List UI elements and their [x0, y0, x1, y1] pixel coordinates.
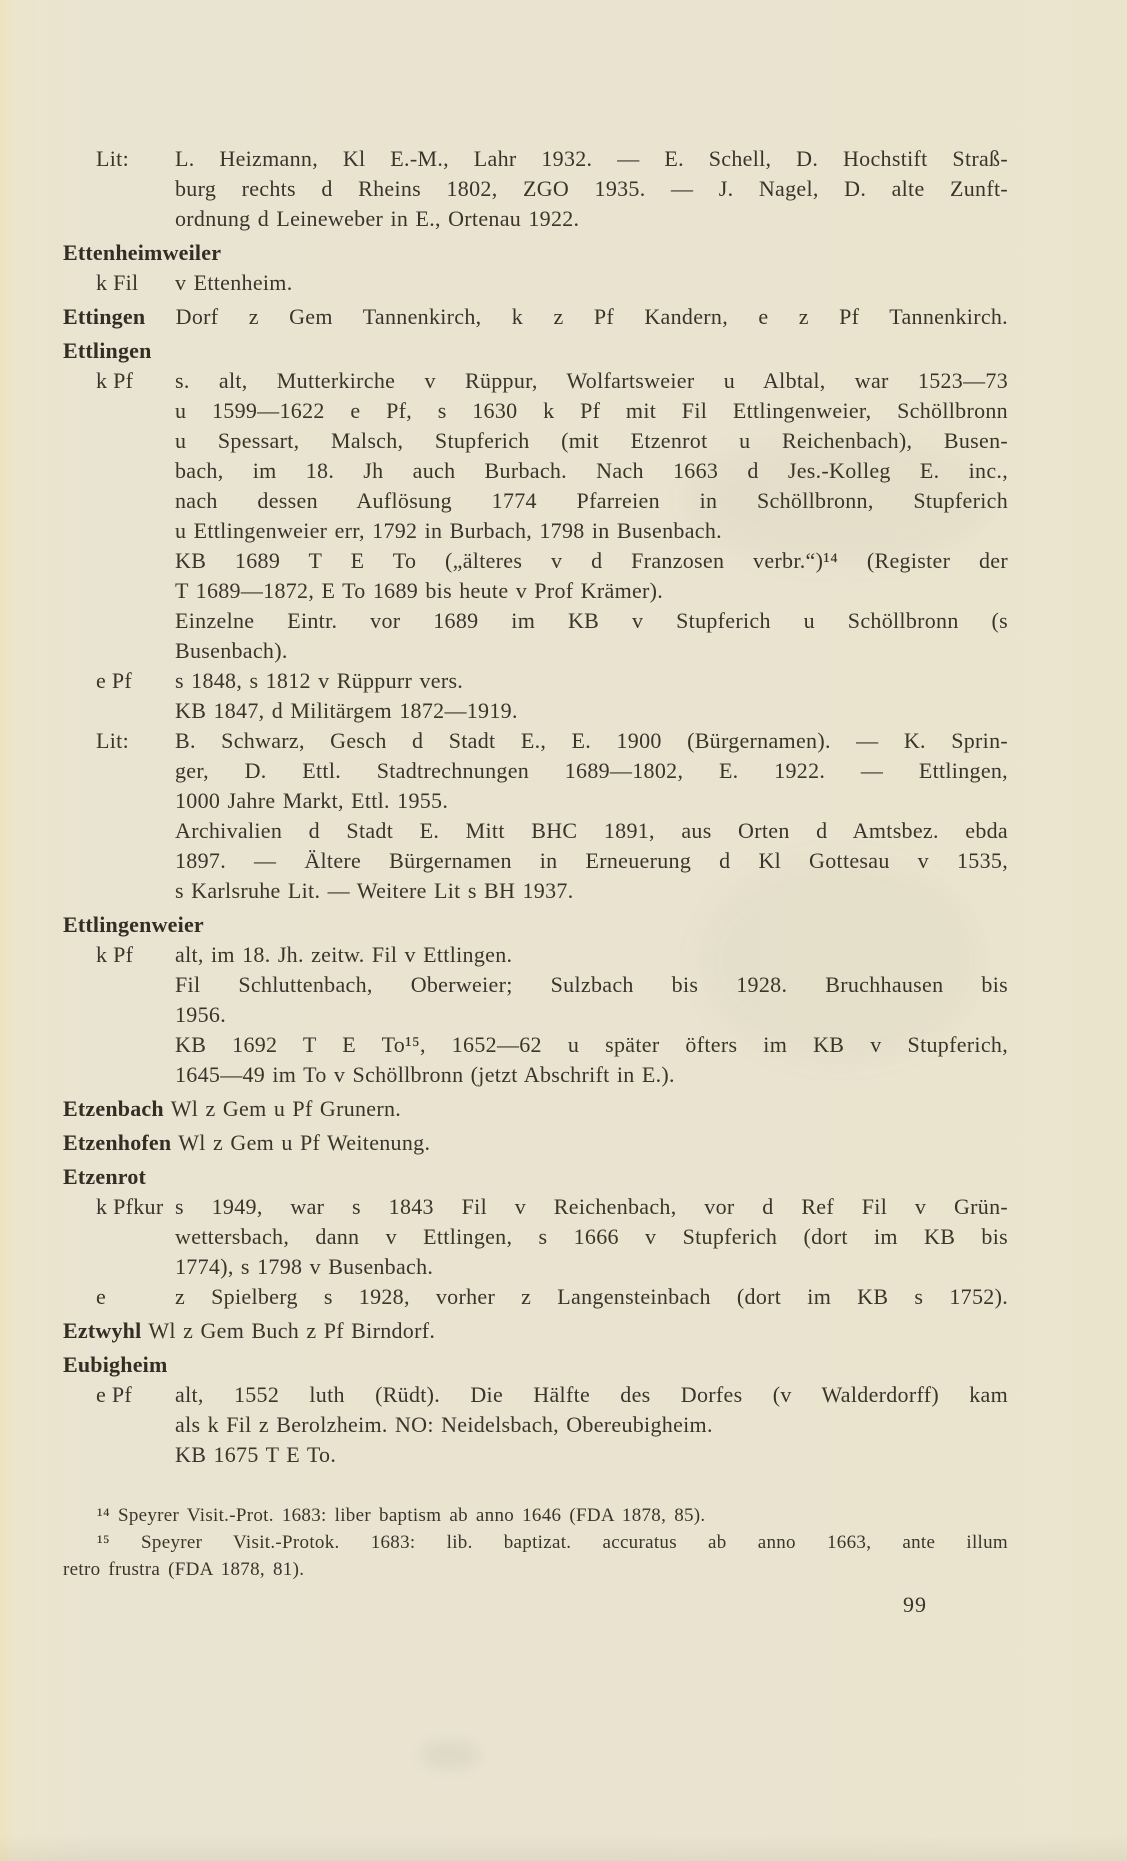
text-line: T 1689—1872, E To 1689 bis heute v Prof Krämer).	[175, 578, 664, 603]
entry-text: Wl z Gem u Pf Grunern.	[170, 1096, 402, 1121]
entry-label: k Fil	[96, 270, 139, 295]
text-line: 1956.	[175, 1002, 226, 1027]
text-line: 1774), s 1798 v Busenbach.	[175, 1254, 434, 1279]
entry-label: Lit:	[96, 728, 129, 753]
entry-lines	[175, 144, 1008, 234]
entry-headword-ettenheimweiler	[63, 238, 1008, 268]
headword-text: Ettenheimweiler	[63, 240, 222, 265]
entry-lines	[175, 940, 1008, 1090]
text-line: KB 1692 T E To¹⁵, 1652—62 u später öfters im KB v Stupferich,	[175, 1032, 1008, 1057]
entry-lines	[175, 726, 1008, 906]
text-line: u Ettlingenweier err, 1792 in Burbach, 1798 in Busenbach.	[175, 518, 722, 543]
entry-section	[63, 1282, 1008, 1312]
entry-lines	[175, 268, 1008, 298]
text-line: B. Schwarz, Gesch d Stadt E., E. 1900 (Bürgernamen). — K. Sprin-	[175, 728, 1008, 753]
entry-text: Wl z Gem u Pf Weitenung.	[178, 1130, 431, 1155]
headword-text: Ettlingenweier	[63, 912, 204, 937]
text-line: 1897. — Ältere Bürgernamen in Erneuerung d Kl Gottesau v 1535,	[175, 848, 1008, 873]
entry-text: Dorf z Gem Tannenkirch, k z Pf Kandern, e z Pf Tannenkirch.	[175, 304, 1008, 329]
entry-label: e	[96, 1284, 107, 1309]
text-line: Busenbach).	[175, 638, 288, 663]
text-line: alt, 1552 luth (Rüdt). Die Hälfte des Dorfes (v Walderdorff) kam	[175, 1382, 1008, 1407]
footnote-line: retro frustra (FDA 1878, 81).	[63, 1559, 305, 1580]
entry-section	[63, 940, 1008, 1090]
text-line: Einzelne Eintr. vor 1689 im KB v Stupferich u Schöllbronn (s	[175, 608, 1008, 633]
text-line: u 1599—1622 e Pf, s 1630 k Pf mit Fil Ettlingenweier, Schöllbronn	[175, 398, 1008, 423]
text-line: Archivalien d Stadt E. Mitt BHC 1891, aus Orten d Amtsbez. ebda	[175, 818, 1008, 843]
headword-text: Eubigheim	[63, 1352, 168, 1377]
entry-label: e Pf	[96, 668, 133, 693]
text-line: L. Heizmann, Kl E.-M., Lahr 1932. — E. Schell, D. Hochstift Straß-	[175, 146, 1008, 171]
entry-ettingen	[63, 302, 1008, 332]
entry-label: Lit:	[96, 146, 129, 171]
entry-lines	[175, 1282, 1008, 1312]
footnote-line: ¹⁵ Speyrer Visit.-Protok. 1683: lib. baptizat. accuratus ab anno 1663, ante illum	[97, 1532, 1008, 1553]
headword-text: Eztwyhl	[63, 1318, 142, 1343]
entry-lines	[175, 666, 1008, 726]
entry-label: k Pfkur	[96, 1194, 164, 1219]
headword-text: Ettingen	[63, 304, 146, 329]
text-line: ger, D. Ettl. Stadtrechnungen 1689—1802, E. 1922. — Ettlingen,	[175, 758, 1008, 783]
entry-section	[63, 144, 1008, 234]
text-line: 1000 Jahre Markt, Ettl. 1955.	[175, 788, 449, 813]
entries	[63, 144, 1008, 1470]
entry-etzenbach	[63, 1094, 1008, 1124]
text-line: wettersbach, dann v Ettlingen, s 1666 v Stupferich (dort im KB bis	[175, 1224, 1008, 1249]
entry-section	[63, 1380, 1008, 1470]
headword-text: Ettlingen	[63, 338, 152, 363]
footnotes	[63, 1502, 1008, 1583]
text-line: bach, im 18. Jh auch Burbach. Nach 1663 d Jes.-Kolleg E. inc.,	[175, 458, 1008, 483]
entry-label: k Pf	[96, 942, 134, 967]
text-line: KB 1675 T E To.	[175, 1442, 337, 1467]
entry-headword-ettlingenweier	[63, 910, 1008, 940]
text-line: s 1848, s 1812 v Rüppurr vers.	[175, 668, 464, 693]
text-line: als k Fil z Berolzheim. NO: Neidelsbach, Obereubigheim.	[175, 1412, 713, 1437]
entry-headword-eubigheim	[63, 1350, 1008, 1380]
text-line: alt, im 18. Jh. zeitw. Fil v Ettlingen.	[175, 942, 513, 967]
headword-text: Etzenrot	[63, 1164, 147, 1189]
entry-headword-etzenrot	[63, 1162, 1008, 1192]
text-line: u Spessart, Malsch, Stupferich (mit Etzenrot u Reichenbach), Busen-	[175, 428, 1008, 453]
text-line: KB 1847, d Militärgem 1872—1919.	[175, 698, 518, 723]
entry-label: e Pf	[96, 1382, 133, 1407]
entry-section	[63, 268, 1008, 298]
footnote-line: ¹⁴ Speyrer Visit.-Prot. 1683: liber baptism ab anno 1646 (FDA 1878, 85).	[97, 1505, 706, 1526]
entry-section	[63, 366, 1008, 666]
entry-label: k Pf	[96, 368, 134, 393]
headword-text: Etzenbach	[63, 1096, 164, 1121]
entry-eztwyhl	[63, 1316, 1008, 1346]
entry-section	[63, 1192, 1008, 1282]
entry-lines	[175, 1380, 1008, 1470]
text-line: v Ettenheim.	[175, 270, 293, 295]
entry-etzenhofen	[63, 1128, 1008, 1158]
page-number: 99	[903, 1592, 927, 1617]
entry-section	[63, 726, 1008, 906]
text-line: z Spielberg s 1928, vorher z Langensteinbach (dort im KB s 1752).	[175, 1284, 1008, 1309]
text-line: s Karlsruhe Lit. — Weitere Lit s BH 1937.	[175, 878, 574, 903]
entry-headword-ettlingen	[63, 336, 1008, 366]
entry-text: Wl z Gem Buch z Pf Birndorf.	[148, 1318, 436, 1343]
entry-section	[63, 666, 1008, 726]
text-line: KB 1689 T E To („älteres v d Franzosen verbr.“)¹⁴ (Register der	[175, 548, 1008, 573]
text-line: s. alt, Mutterkirche v Rüppur, Wolfartsweier u Albtal, war 1523—73	[175, 368, 1008, 393]
text-line: Fil Schluttenbach, Oberweier; Sulzbach bis 1928. Bruchhausen bis	[175, 972, 1008, 997]
text-line: nach dessen Auflösung 1774 Pfarreien in Schöllbronn, Stupferich	[175, 488, 1008, 513]
text-line: s 1949, war s 1843 Fil v Reichenbach, vor d Ref Fil v Grün-	[175, 1194, 1008, 1219]
paper-blemish	[420, 1740, 480, 1770]
entry-lines	[175, 366, 1008, 666]
entry-lines	[175, 1192, 1008, 1282]
text-line: 1645—49 im To v Schöllbronn (jetzt Abschrift in E.).	[175, 1062, 675, 1087]
text-line: burg rechts d Rheins 1802, ZGO 1935. — J. Nagel, D. alte Zunft-	[175, 176, 1008, 201]
headword-text: Etzenhofen	[63, 1130, 172, 1155]
text-line: ordnung d Leineweber in E., Ortenau 1922.	[175, 206, 580, 231]
